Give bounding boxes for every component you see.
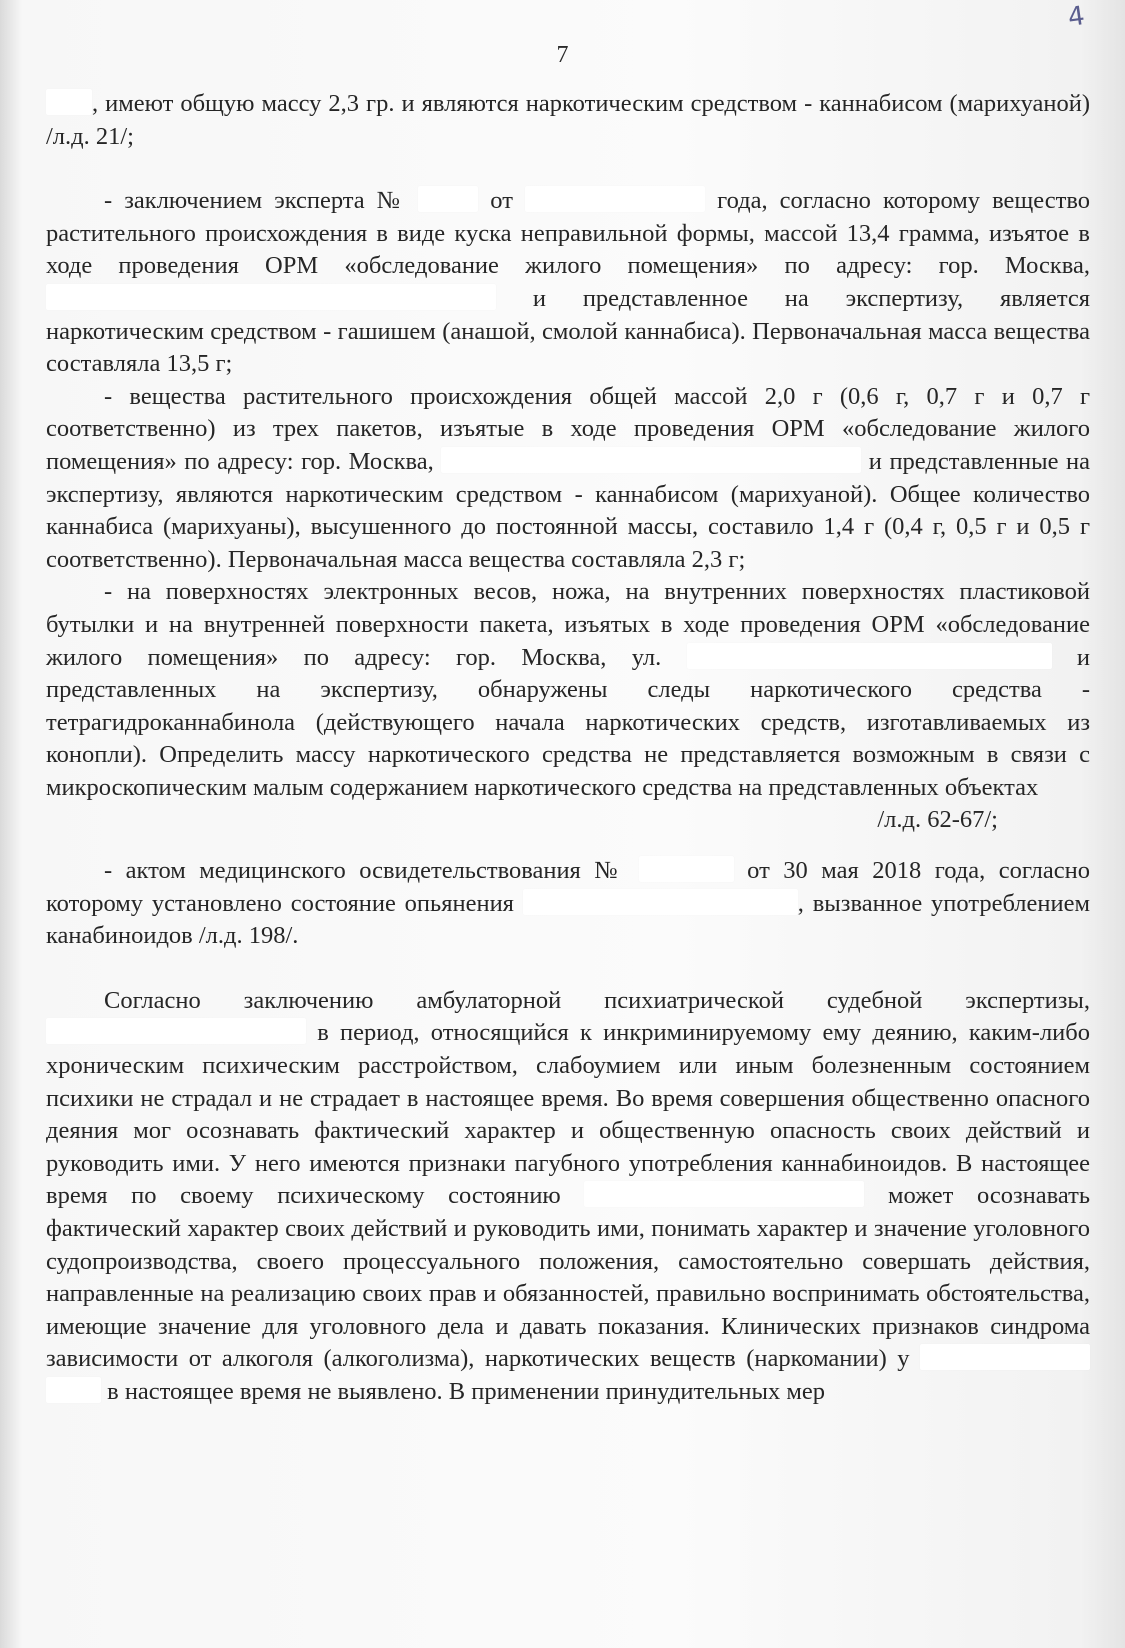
redacted-block — [418, 186, 478, 212]
redacted-block — [46, 1018, 306, 1044]
paragraph-medical-act: - актом медицинского освидетельствования № от 30 мая 2018 года, согласно которому установлено состояние опьянения , вызванное употреблением канабиноидов /л.д. 198/. — [46, 857, 1091, 950]
redacted-block — [46, 1377, 101, 1403]
redacted-block — [525, 186, 705, 212]
handwritten-page-mark: 4 — [1066, 0, 1088, 34]
page-number: 7 — [556, 42, 569, 68]
paragraph-1: , имеют общую массу 2,3 гр. и являются наркотическим средством - каннабисом (марихуаной) /л.д. 21/; — [46, 90, 1090, 150]
paragraph-expert-conclusion-1: - заключением эксперта № от года, согласно которому вещество растительного происхождения в виде куска неправильной формы, массой 13,4 грамма, изъятое в ходе проведения ОРМ «обследование жилого помещения» по адресу: гор. Москва, и представленное на экспертизу, является наркотическим средством - гашишем (анашой, смолой каннабиса). Первоначальная масса вещества составляла 13,5 г; — [46, 187, 1091, 378]
redacted-block — [639, 856, 734, 882]
redacted-block — [441, 447, 861, 473]
document-body — [46, 88, 1090, 1409]
redacted-block — [687, 643, 1052, 669]
redacted-block — [46, 284, 496, 310]
redacted-block — [920, 1344, 1090, 1370]
paragraph-expert-conclusion-3: - на поверхностях электронных весов, ножа, на внутренних поверхностях пластиковой бутылки и на внутренней поверхности пакета, изъятых в ходе проведения ОРМ «обследование жилого помещения» по адресу: гор. Москва, ул. и представленных на экспертизу, обнаружены следы наркотического средства - тетрагидроканнабинола (действующего начала наркотических средств, изготавливаемых из конопли). Определить массу наркотического средства не представляется возможным в связи с микроскопическим малым содержанием наркотического средства на представленных объектах — [46, 578, 1091, 801]
redacted-block — [584, 1181, 864, 1207]
redacted-block — [46, 89, 92, 115]
redacted-block — [523, 889, 798, 915]
case-file-reference: /л.д. 62-67/; — [877, 806, 998, 834]
paragraph-psychiatric-examination: Согласно заключению амбулаторной психиатрической судебной экспертизы, в период, относящийся к инкриминируемому ему деянию, каким-либо хроническим психическим расстройством, слабоумием или иным болезненным состоянием психики не страдал и не страдает в настоящее время. Во время совершения общественно опасного деяния мог осознавать фактический характер и общественную опасность своих действий и руководить ими. У него имеются признаки пагубного употребления каннабиноидов. В настоящее время по своему психическому состоянию может осознавать фактический характер своих действий и руководить ими, понимать характер и значение уголовного судопроизводства, своего процессуального положения, самостоятельно совершать действия, направленные на реализацию своих прав и обязанностей, правильно воспринимать обстоятельства, имеющие значение для уголовного дела и давать показания. Клинических признаков синдрома зависимости от алкоголя (алкоголизма), наркотических веществ (наркомании) у в настоящее время не выявлено. В применении принудительных мер — [46, 986, 1091, 1405]
paragraph-expert-conclusion-2: - вещества растительного происхождения общей массой 2,0 г (0,6 г, 0,7 г и 0,7 г соответственно) из трех пакетов, изъятые в ходе проведения ОРМ «обследование жилого помещения» по адресу: гор. Москва, и представленные на экспертизу, являются наркотическим средством - каннабисом (марихуаной). Общее количество каннабиса (марихуаны), высушенного до постоянной массы, составило 1,4 г (0,4 г, 0,5 г и 0,5 г соответственно). Первоначальная масса вещества составляла 2,3 г; — [46, 382, 1090, 573]
